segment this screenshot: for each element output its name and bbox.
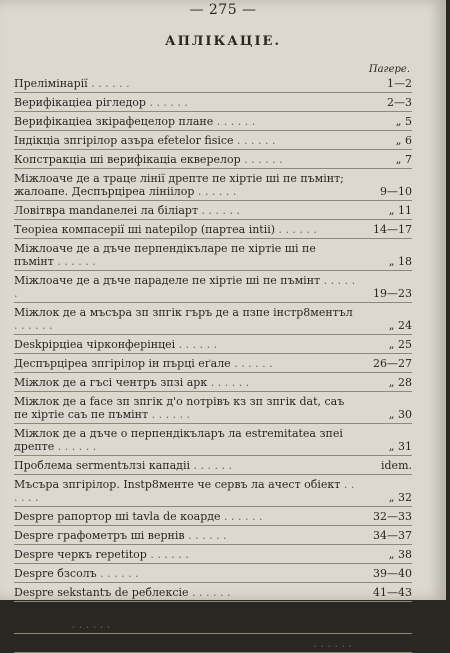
table-of-contents: [14, 74, 412, 653]
toc-entry: [14, 74, 412, 93]
toc-entry-pages: 2—3: [387, 96, 412, 109]
toc-entry: [14, 424, 412, 456]
toc-entry-title: Теоріеа компасерії ші nateрilор (партеа intii) . . .: [14, 223, 358, 236]
toc-entry-pages: „ 7: [395, 153, 412, 166]
toc-entry: [14, 112, 412, 131]
toc-entry-pages: 41—43: [373, 586, 412, 599]
toc-entry-pages: „ 24: [388, 319, 412, 332]
toc-entry-pages: 9—10: [380, 185, 412, 198]
toc-entry-title: Верифікаціеа рігледор . . .: [14, 96, 358, 109]
toc-entry-title: Міжлок де а мъсъра зп зпгік гъръ де а пзпе інстр8ментъл . . .: [14, 306, 358, 332]
toc-entry-title: Міжлоаче де а дъче перпендікъларе пе хіртіе ші пе пъмінт . . .: [14, 242, 358, 268]
toc-entry: [14, 201, 412, 220]
toc-entry-pages: 32—33: [373, 510, 412, 523]
toc-entry-title: Despre графометръ ші вернів . . .: [14, 529, 358, 542]
toc-entry-title: Індікціа зпгірілор азъра efetelor fisice . . .: [14, 134, 358, 147]
toc-entry-title: Проблема sermentълзі кападіі . . .: [14, 459, 358, 472]
toc-entry-title: Деспърціреа зпгірілор ін пърці еґале . . .: [14, 357, 358, 370]
toc-entry-pages: „ 25: [388, 338, 412, 351]
toc-entry-pages: 34—37: [373, 529, 412, 542]
toc-entry-pages: 19—23: [373, 287, 412, 300]
toc-entry-title: Deskрiрціеа чірконферінцеі . . .: [14, 338, 358, 351]
toc-entry-title: Копстракції діверсе кз графометръ. Перпендікъларе ші параделе . . .: [14, 605, 358, 631]
toc-entry: [14, 602, 412, 634]
toc-entry-title: Алте міжлоаче де а дъче перпендікъларе пе хіртіе . . .: [14, 637, 358, 650]
toc-entry-title: Міжлоаче де а траце лінії дрепте пе хіртіе ші пе пъмінт; жалоапе. Деспърціреа лініілор . . .: [14, 172, 358, 198]
toc-entry-title: Міжлок де а гъсі чентръ зпзі арк . . .: [14, 376, 358, 389]
toc-entry-title: Міжлок де а дъче о перпендікъларъ ла еstremitatea зпеі дрепте . . .: [14, 427, 358, 453]
toc-entry: [14, 93, 412, 112]
toc-entry-title: Прелімінарії . . .: [14, 77, 358, 90]
toc-entry-title: Despre черкъ repetitор . . .: [14, 548, 358, 561]
toc-entry: [14, 150, 412, 169]
toc-entry-pages: „ 5: [395, 115, 412, 128]
toc-entry: [14, 354, 412, 373]
toc-entry-pages: „ 11: [388, 204, 412, 217]
toc-entry-title: Despre sekstantъ de реблексіе . . .: [14, 586, 358, 599]
toc-entry: [14, 564, 412, 583]
toc-entry-title: Верифікаціеа зкірафецелор плане . . .: [14, 115, 358, 128]
toc-entry-pages: 1—2: [387, 77, 412, 90]
toc-entry-pages: „ 32: [388, 491, 412, 504]
toc-entry-pages: 14—17: [373, 223, 412, 236]
pages-column-header: Пагере.: [368, 64, 410, 75]
toc-entry-title: Міжлоаче де а дъче параделе пе хіртіе ші пе пъмінт . . .: [14, 274, 358, 300]
toc-entry-pages: 44—46: [373, 618, 412, 631]
toc-entry-pages: „ 30: [388, 408, 412, 421]
toc-entry: [14, 475, 412, 507]
toc-entry: [14, 456, 412, 475]
toc-entry-title: Міжлок де а face зп зпгік д'о noтрівъ кз зп зпгік dat, саъ пе хіртіе саъ пе пъмінт . . .: [14, 395, 358, 421]
toc-entry: [14, 303, 412, 335]
toc-entry: [14, 526, 412, 545]
toc-entry-title: Мъсъра зпгірілор. Instр8менте че сервъ ла ачест обіект . . .: [14, 478, 358, 504]
toc-entry-pages: 26—27: [373, 357, 412, 370]
toc-entry: [14, 583, 412, 602]
toc-entry: [14, 271, 412, 303]
toc-entry: [14, 220, 412, 239]
toc-entry: [14, 131, 412, 150]
toc-entry-pages: „ 47: [388, 637, 412, 650]
toc-entry: [14, 239, 412, 271]
toc-entry-pages: idem.: [381, 459, 412, 472]
toc-entry-pages: „ 6: [395, 134, 412, 147]
toc-entry-pages: „ 18: [388, 255, 412, 268]
page-number: — 275 —: [189, 2, 257, 18]
toc-entry-pages: „ 28: [388, 376, 412, 389]
toc-entry: [14, 392, 412, 424]
toc-entry-title: Despre бзсолъ . . .: [14, 567, 358, 580]
toc-entry-pages: „ 38: [388, 548, 412, 561]
toc-entry-title: Ловітвра mandanелеі ла біліарт . . .: [14, 204, 358, 217]
toc-entry-pages: 39—40: [373, 567, 412, 580]
toc-entry: [14, 169, 412, 201]
toc-entry-pages: „ 31: [388, 440, 412, 453]
page-title: АПЛІКАЦІЕ.: [165, 34, 281, 49]
toc-entry: [14, 373, 412, 392]
toc-entry: [14, 335, 412, 354]
toc-entry-title: Копстракціа ші верифікаціа екверелор . . .: [14, 153, 358, 166]
toc-entry-title: Despre paпортор ші tavla de коарде . . .: [14, 510, 358, 523]
toc-entry: [14, 634, 412, 653]
toc-entry: [14, 507, 412, 526]
toc-entry: [14, 545, 412, 564]
